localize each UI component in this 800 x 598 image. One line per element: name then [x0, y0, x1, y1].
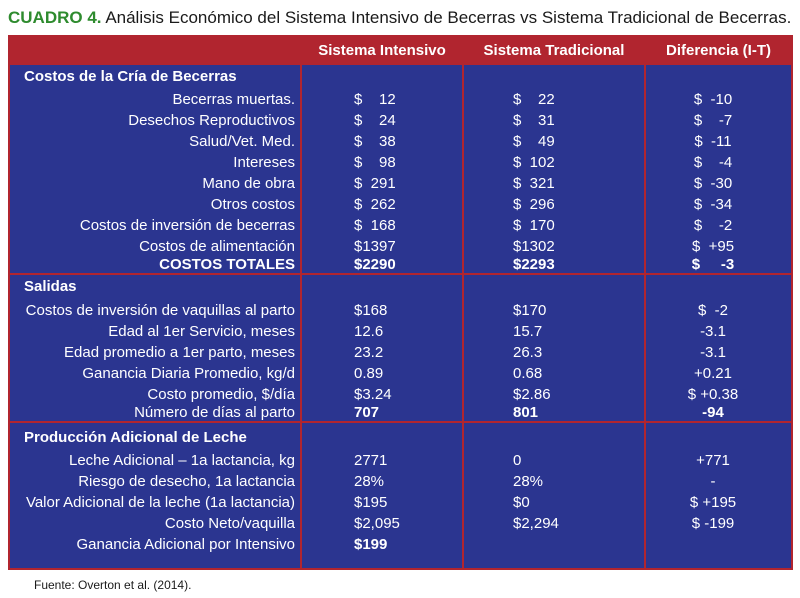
- table-row: [10, 300, 791, 321]
- value-difference: -: [710, 473, 716, 490]
- value-traditional: $2,294: [513, 515, 559, 532]
- row-label: Mano de obra: [202, 175, 295, 192]
- value-difference: $ -10: [693, 91, 733, 108]
- header-traditional: Sistema Tradicional: [483, 42, 625, 59]
- value-traditional: 26.3: [513, 344, 543, 361]
- value-traditional: 0: [513, 452, 522, 469]
- section-title-salidas: Salidas: [24, 278, 77, 295]
- value-traditional: $ 170: [513, 217, 555, 234]
- value-difference: -94: [702, 404, 724, 421]
- value-traditional: $2.86: [513, 386, 551, 403]
- value-difference: $ -11: [694, 133, 732, 150]
- value-intensive: $ 168: [354, 217, 396, 234]
- section-title-produccion: Producción Adicional de Leche: [24, 429, 247, 446]
- table-row: [10, 321, 791, 342]
- table-header: [10, 37, 791, 65]
- value-intensive: $2290: [354, 256, 396, 273]
- value-intensive: 12.6: [354, 323, 384, 340]
- value-difference: $ -7: [693, 112, 733, 129]
- row-label: Salud/Vet. Med.: [189, 133, 295, 150]
- table-row: [10, 471, 791, 492]
- table-row: [10, 342, 791, 363]
- row-label: Ganancia Diaria Promedio, kg/d: [82, 365, 295, 382]
- value-difference: $ -3: [691, 256, 735, 273]
- value-traditional: $ 22: [513, 91, 555, 108]
- value-difference: $ +0.38: [687, 386, 739, 403]
- row-label: Leche Adicional – 1a lactancia, kg: [69, 452, 295, 469]
- table-row: [10, 450, 791, 471]
- row-label: Costo Neto/vaquilla: [164, 515, 295, 532]
- row-label: Becerras muertas.: [172, 91, 295, 108]
- value-intensive: $ 24: [354, 112, 396, 129]
- value-intensive: $195: [354, 494, 388, 511]
- economic-analysis-table: [8, 35, 793, 570]
- value-difference: -3.1: [700, 323, 726, 340]
- value-difference: $ -199: [691, 515, 735, 532]
- value-traditional: 0.68: [513, 365, 543, 382]
- value-intensive: $ 38: [354, 133, 396, 150]
- value-traditional: $0: [513, 494, 530, 511]
- row-label: COSTOS TOTALES: [159, 256, 295, 273]
- value-traditional: $170: [513, 302, 547, 319]
- row-label: Edad promedio a 1er parto, meses: [64, 344, 295, 361]
- source-footnote: Fuente: Overton et al. (2014).: [34, 578, 192, 592]
- value-intensive: $ 12: [354, 91, 396, 108]
- value-intensive: $168: [354, 302, 388, 319]
- row-label: Ganancia Adicional por Intensivo: [76, 536, 295, 553]
- value-difference: -3.1: [700, 344, 726, 361]
- value-intensive: $2,095: [354, 515, 400, 532]
- value-traditional: 801: [513, 404, 539, 421]
- value-difference: $ -2: [693, 217, 733, 234]
- value-traditional: $1302: [513, 238, 555, 255]
- section-title-costos: Costos de la Cría de Becerras: [24, 68, 237, 85]
- table-caption: [8, 8, 791, 28]
- table-row: [10, 534, 791, 555]
- row-label: Otros costos: [210, 196, 295, 213]
- value-difference: +771: [696, 452, 730, 469]
- value-difference: $ -4: [693, 154, 733, 171]
- table-row: [10, 89, 791, 110]
- row-label: Número de días al parto: [134, 404, 295, 421]
- value-intensive: $199: [354, 536, 388, 553]
- value-intensive: 0.89: [354, 365, 384, 382]
- value-traditional: $ 31: [513, 112, 555, 129]
- value-traditional: $ 49: [513, 133, 555, 150]
- value-difference: $ -34: [693, 196, 733, 213]
- table-row: [10, 402, 791, 423]
- value-traditional: $ 321: [513, 175, 555, 192]
- total-row: [10, 254, 791, 275]
- table-row: [10, 110, 791, 131]
- header-intensive: Sistema Intensivo: [318, 42, 446, 59]
- row-label: Valor Adicional de la leche (1a lactancia): [25, 494, 295, 511]
- value-difference: +0.21: [694, 365, 732, 382]
- caption-text: Análisis Económico del Sistema Intensivo de Becerras vs Sistema Tradicional de Becerras.: [105, 8, 792, 27]
- value-intensive: 2771: [354, 452, 388, 469]
- value-intensive: $3.24: [354, 386, 392, 403]
- table-row: [10, 363, 791, 384]
- row-label: Riesgo de desecho, 1a lactancia: [78, 473, 295, 490]
- caption-label: CUADRO 4.: [8, 8, 102, 27]
- table-row: [10, 131, 791, 152]
- value-traditional: 15.7: [513, 323, 543, 340]
- value-difference: $ -2: [697, 302, 728, 319]
- table-row: [10, 492, 791, 513]
- value-difference: $ -30: [693, 175, 733, 192]
- row-label: Costo promedio, $/día: [147, 386, 295, 403]
- value-traditional: $2293: [513, 256, 555, 273]
- table-row: [10, 215, 791, 236]
- value-difference: $ +195: [689, 494, 737, 511]
- table-row: [10, 194, 791, 215]
- header-difference: Diferencia (I-T): [665, 42, 771, 59]
- value-traditional: $ 296: [513, 196, 555, 213]
- row-label: Costos de alimentación: [139, 238, 295, 255]
- row-label: Desechos Reproductivos: [128, 112, 295, 129]
- row-label: Costos de inversión de becerras: [79, 217, 295, 234]
- table-row: [10, 513, 791, 534]
- table-row: [10, 152, 791, 173]
- value-intensive: 707: [354, 404, 380, 421]
- value-intensive: $ 98: [354, 154, 396, 171]
- row-label: Edad al 1er Servicio, meses: [108, 323, 295, 340]
- row-label: Intereses: [233, 154, 295, 171]
- value-intensive: $1397: [354, 238, 396, 255]
- table-row: [10, 173, 791, 194]
- value-intensive: $ 262: [354, 196, 396, 213]
- row-label: Costos de inversión de vaquillas al parto: [25, 302, 295, 319]
- value-intensive: 28%: [354, 473, 385, 490]
- value-traditional: $ 102: [513, 154, 555, 171]
- value-difference: $ +95: [691, 238, 735, 255]
- value-intensive: $ 291: [354, 175, 396, 192]
- value-traditional: 28%: [513, 473, 544, 490]
- value-intensive: 23.2: [354, 344, 384, 361]
